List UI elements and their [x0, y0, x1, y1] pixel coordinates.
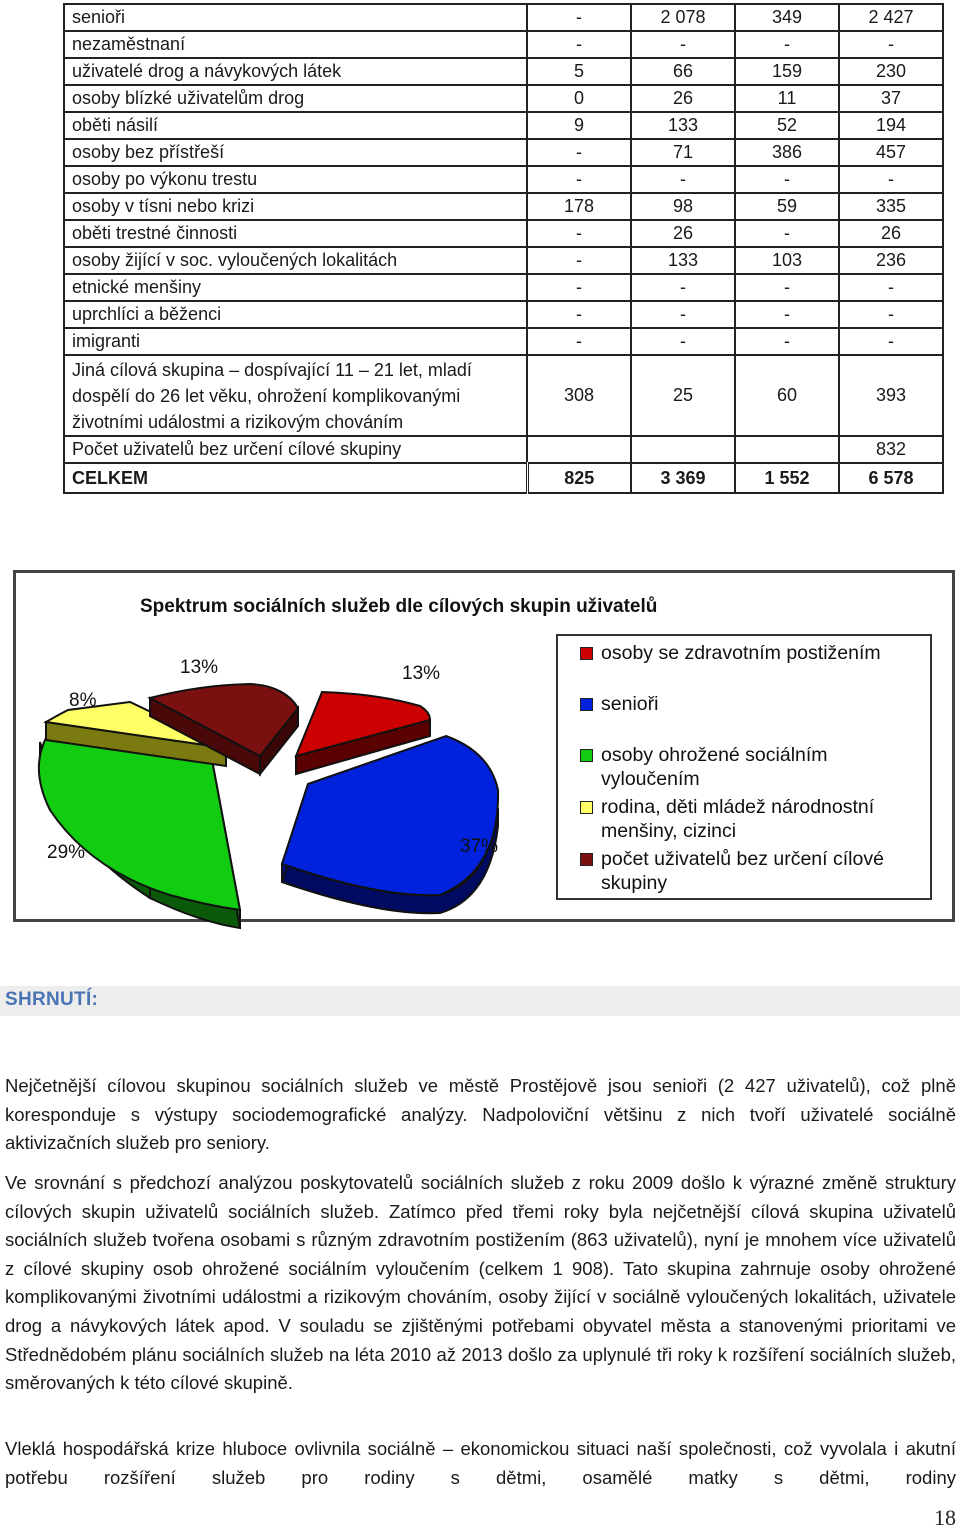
cell-col-1: -: [527, 247, 631, 274]
row-label: osoby v tísni nebo krizi: [64, 193, 527, 220]
cell-col-4: 832: [839, 436, 943, 463]
cell-col-4: 26: [839, 220, 943, 247]
cell-col-1: -: [527, 4, 631, 31]
cell-col-3: 159: [735, 58, 839, 85]
cell-col-3: -: [735, 274, 839, 301]
summary-paragraph-3: Vleklá hospodářská krize hluboce ovlivnila sociálně – ekonomickou situaci naší společnosti, což vyvolala i akutní potřebu rozšíření služeb pro rodiny s dětmi, osamělé matky s dětmi, rodiny: [5, 1438, 956, 1488]
legend-item-zdravotni: osoby se zdravotním postižením: [580, 641, 921, 665]
row-label: osoby po výkonu trestu: [64, 166, 527, 193]
cell-col-1: 0: [527, 85, 631, 112]
cell-col-4: 335: [839, 193, 943, 220]
cell-col-1: -: [527, 301, 631, 328]
chart-legend: [556, 634, 932, 900]
row-label: imigranti: [64, 328, 527, 355]
row-label-other: Jiná cílová skupina – dospívající 11 – 21 let, mladí dospělí do 26 let věku, ohrožení komplikovanými životními událostmi a rizikovým chováním: [64, 355, 527, 436]
legend-item-rodina: rodina, děti mládež národnostní menšiny, cizinci: [580, 795, 911, 843]
cell-col-2: 71: [631, 139, 735, 166]
cell-col-4: 2 427: [839, 4, 943, 31]
cell-col-3: 59: [735, 193, 839, 220]
total-label: CELKEM: [64, 463, 527, 493]
cell-col-4: 194: [839, 112, 943, 139]
row-label: oběti násilí: [64, 112, 527, 139]
total-col-3: 1 552: [735, 463, 839, 493]
row-label: oběti trestné činnosti: [64, 220, 527, 247]
row-label: nezaměstnaní: [64, 31, 527, 58]
legend-item-bez-urceni: počet uživatelů bez určení cílové skupiny: [580, 847, 921, 895]
cell-col-1: 9: [527, 112, 631, 139]
total-col-4: 6 578: [839, 463, 943, 493]
total-col-2: 3 369: [631, 463, 735, 493]
cell-col-3: 103: [735, 247, 839, 274]
cell-col-2: -: [631, 328, 735, 355]
cell-col-2: 26: [631, 220, 735, 247]
cell-col-3: -: [735, 328, 839, 355]
cell-col-1: -: [527, 139, 631, 166]
pct-label-seniori: 37%: [460, 836, 499, 857]
cell-col-1: -: [527, 31, 631, 58]
row-label: osoby blízké uživatelům drog: [64, 85, 527, 112]
cell-col-2: 133: [631, 247, 735, 274]
cell-col-3: -: [735, 31, 839, 58]
cell-col-4: 230: [839, 58, 943, 85]
total-col-1: 825: [527, 463, 631, 493]
legend-swatch-yellow: [580, 801, 593, 814]
cell-col-1: 5: [527, 58, 631, 85]
cell-col-3: 52: [735, 112, 839, 139]
cell-col-1: -: [527, 328, 631, 355]
row-label: senioři: [64, 4, 527, 31]
cell-col-1: -: [527, 166, 631, 193]
row-label: osoby žijící v soc. vyloučených lokalitách: [64, 247, 527, 274]
cell-col-4: 37: [839, 85, 943, 112]
cell-col-2: -: [631, 274, 735, 301]
cell-col-1: -: [527, 220, 631, 247]
legend-item-seniori: senioři: [580, 692, 921, 716]
row-label: osoby bez přístřeší: [64, 139, 527, 166]
cell-col-2: -: [631, 31, 735, 58]
cell-col-4: 393: [839, 355, 943, 436]
cell-col-4: -: [839, 166, 943, 193]
cell-col-3: 349: [735, 4, 839, 31]
row-label: uprchlíci a běženci: [64, 301, 527, 328]
cell-col-2: 98: [631, 193, 735, 220]
cell-col-3: 11: [735, 85, 839, 112]
cell-col-2: 133: [631, 112, 735, 139]
row-label-unspecified: Počet uživatelů bez určení cílové skupiny: [64, 436, 527, 463]
cell-col-4: -: [839, 274, 943, 301]
cell-col-2: 26: [631, 85, 735, 112]
cell-col-4: 457: [839, 139, 943, 166]
summary-paragraph-2: Ve srovnání s předchozí analýzou poskytovatelů sociálních služeb z roku 2009 došlo k výrazné změně struktury cílových skupin uživatelů sociálních služeb. Zatímco před třemi roky byla nejčetnější cílová skupina uživatelů sociálních služeb tvořena osobami s různým zdravotním postižením (863 uživatelů), nyní je mnohem více uživatelů z cílové skupiny osob ohrožené sociálním vyloučením (celkem 1 908). Tato skupina zahrnuje osoby ohrožené komplikovanými životními událostmi a rizikovým chováním, osoby žijící v sociálně vyloučených lokalitách, uživatele drog a návykových látek apod. V souladu se zjištěnými potřebami obyvatel města a stanovenými prioritami ve Střednědobém plánu sociálních služeb na léta 2010 až 2013 došlo za uplynulé tři roky k rozšíření sociálních služeb, směrovaných k této cílové skupině.: [5, 1172, 956, 1394]
legend-swatch-green: [580, 749, 593, 762]
cell-col-3: -: [735, 220, 839, 247]
summary-paragraph-1: Nejčetnější cílovou skupinou sociálních služeb ve městě Prostějově jsou senioři (2 427 uživatelů), což plně koresponduje s výstupy sociodemografické analýzy. Nadpoloviční většinu z nich tvoří uživatelé sociálně aktivizačních služeb pro seniory.: [5, 1075, 956, 1154]
pct-label-bez-urceni: 13%: [180, 657, 219, 678]
cell-col-4: -: [839, 301, 943, 328]
row-label: etnické menšiny: [64, 274, 527, 301]
cell-col-2: -: [631, 301, 735, 328]
cell-col-2: -: [631, 166, 735, 193]
pct-label-zdravotni: 13%: [402, 663, 441, 684]
legend-swatch-blue: [580, 698, 593, 711]
cell-col-2: 25: [631, 355, 735, 436]
cell-col-1: 308: [527, 355, 631, 436]
cell-col-3: 386: [735, 139, 839, 166]
cell-col-3: 60: [735, 355, 839, 436]
pct-label-rodina: 8%: [69, 690, 97, 711]
cell-col-4: 236: [839, 247, 943, 274]
row-label: uživatelé drog a návykových látek: [64, 58, 527, 85]
cell-col-3: -: [735, 166, 839, 193]
cell-col-2: 2 078: [631, 4, 735, 31]
cell-col-3: -: [735, 301, 839, 328]
chart-title: Spektrum sociálních služeb dle cílových skupin uživatelů: [140, 596, 658, 617]
pct-label-ohrozene: 29%: [47, 842, 86, 863]
page-number: 18: [934, 1505, 956, 1530]
cell-col-4: -: [839, 31, 943, 58]
legend-swatch-red: [580, 647, 593, 660]
summary-heading-bar: [0, 986, 960, 1016]
summary-heading: SHRNUTÍ:: [5, 989, 99, 1010]
cell-col-1: -: [527, 274, 631, 301]
legend-swatch-darkred: [580, 853, 593, 866]
cell-col-2: 66: [631, 58, 735, 85]
legend-item-ohrozene: osoby ohrožené sociálním vyloučením: [580, 743, 871, 791]
cell-col-1: 178: [527, 193, 631, 220]
cell-col-4: -: [839, 328, 943, 355]
